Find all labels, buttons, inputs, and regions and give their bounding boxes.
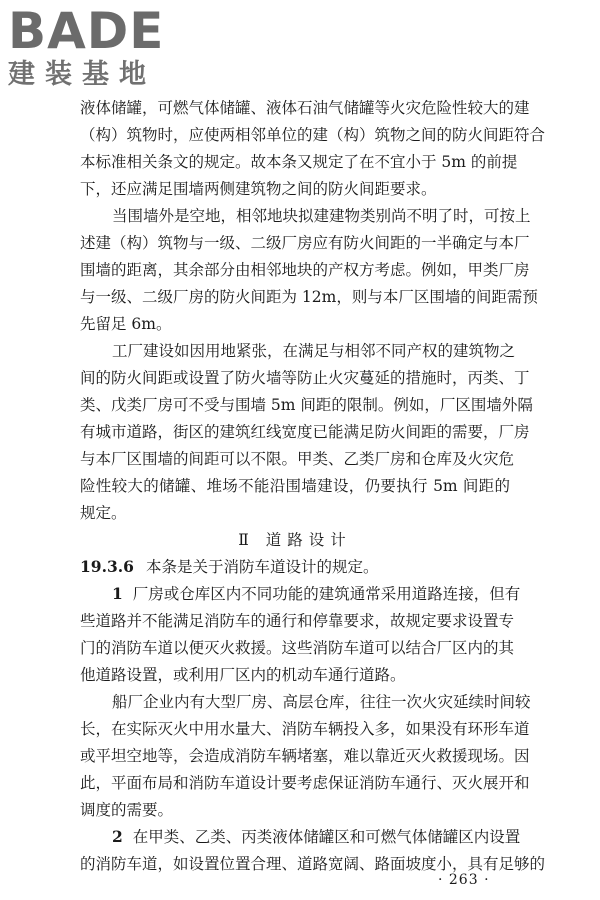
text-line: 此，平面布局和消防车道设计要考虑保证消防车通行、灭火展开和 bbox=[80, 774, 530, 792]
text-line: 船厂企业内有大型厂房、高层仓库，往往一次火灾延续时间较 bbox=[112, 693, 531, 711]
text-line: 间的防火间距或设置了防火墙等防止火灾蔓延的措施时，丙类、丁 bbox=[80, 369, 530, 387]
page-number: · 263 · bbox=[438, 872, 490, 888]
text-line: 长，在实际灭火中用水量大、消防车辆投入多，如果没有环形车道 bbox=[80, 720, 530, 738]
item-line bbox=[112, 825, 521, 849]
text-line: 先留足 6m。 bbox=[80, 315, 172, 333]
text-line: 门的消防车道以便灭火救援。这些消防车道可以结合厂区内的其 bbox=[80, 639, 515, 657]
text-line: 或平坦空地等，会造成消防车辆堵塞，难以靠近灭火救援现场。因 bbox=[80, 747, 530, 765]
text-line: 调度的需要。 bbox=[80, 801, 174, 819]
text-line: 他道路设置，或利用厂区内的机动车通行道路。 bbox=[80, 666, 406, 684]
text-line: 液体储罐，可燃气体储罐、液体石油气储罐等火灾危险性较大的建 bbox=[80, 99, 530, 117]
text-line: 当围墙外是空地，相邻地块拟建建物类别尚不明了时，可按上 bbox=[112, 207, 531, 225]
item-line bbox=[112, 582, 521, 606]
text-line: 述建（构）筑物与一级、二级厂房应有防火间距的一半确定与本厂 bbox=[80, 234, 530, 252]
text-line: 规定。 bbox=[80, 504, 127, 522]
text-line: 与一级、二级厂房的防火间距为 12m，则与本厂区围墙的间距需预 bbox=[80, 288, 538, 306]
text-line: 围墙的距离，其余部分由相邻地块的产权方考虑。例如，甲类厂房 bbox=[80, 261, 530, 279]
text-line: 下，还应满足围墙两侧建筑物之间的防火间距要求。 bbox=[80, 180, 437, 198]
text-line: 与本厂区围墙的间距可以不限。甲类、乙类厂房和仓库及火灾危 bbox=[80, 450, 515, 468]
logo-wordmark: BADE bbox=[8, 2, 165, 60]
article-line bbox=[80, 555, 510, 579]
bade-logo bbox=[8, 2, 178, 90]
article-text: 本条是关于消防车道设计的规定。 bbox=[145, 558, 379, 576]
article-number: 19.3.6 bbox=[80, 557, 134, 576]
item-text: 厂房或仓库区内不同功能的建筑通常采用道路连接，但有 bbox=[132, 585, 521, 603]
text-line: 本标准相关条文的规定。故本条又规定了在不宜小于 5m 的前提 bbox=[80, 153, 518, 171]
item-text: 在甲类、乙类、丙类液体储罐区和可燃气体储罐区内设置 bbox=[132, 828, 521, 846]
item-number: 2 bbox=[112, 827, 123, 846]
text-line: 的消防车道，如设置位置合理、道路宽阔、路面坡度小，具有足够的 bbox=[80, 855, 546, 873]
text-line: （构）筑物时，应使两相邻单位的建（构）筑物之间的防火间距符合 bbox=[80, 126, 546, 144]
logo-subtitle: 建装基地 bbox=[8, 59, 156, 90]
item-number: 1 bbox=[112, 584, 123, 603]
text-line: 有城市道路，街区的建筑红线宽度已能满足防火间距的需要，厂房 bbox=[80, 423, 530, 441]
text-line: 些道路并不能满足消防车的通行和停靠要求，故规定要求设置专 bbox=[80, 612, 515, 630]
text-line: 工厂建设如因用地紧张，在满足与相邻不同产权的建筑物之 bbox=[112, 342, 516, 360]
section-heading: Ⅱ 道路设计 bbox=[238, 531, 352, 549]
text-line: 险性较大的储罐、堆场不能沿围墙建设，仍要执行 5m 间距的 bbox=[80, 477, 510, 495]
text-line: 类、戊类厂房可不受与围墙 5m 间距的限制。例如，厂区围墙外隔 bbox=[80, 396, 533, 414]
